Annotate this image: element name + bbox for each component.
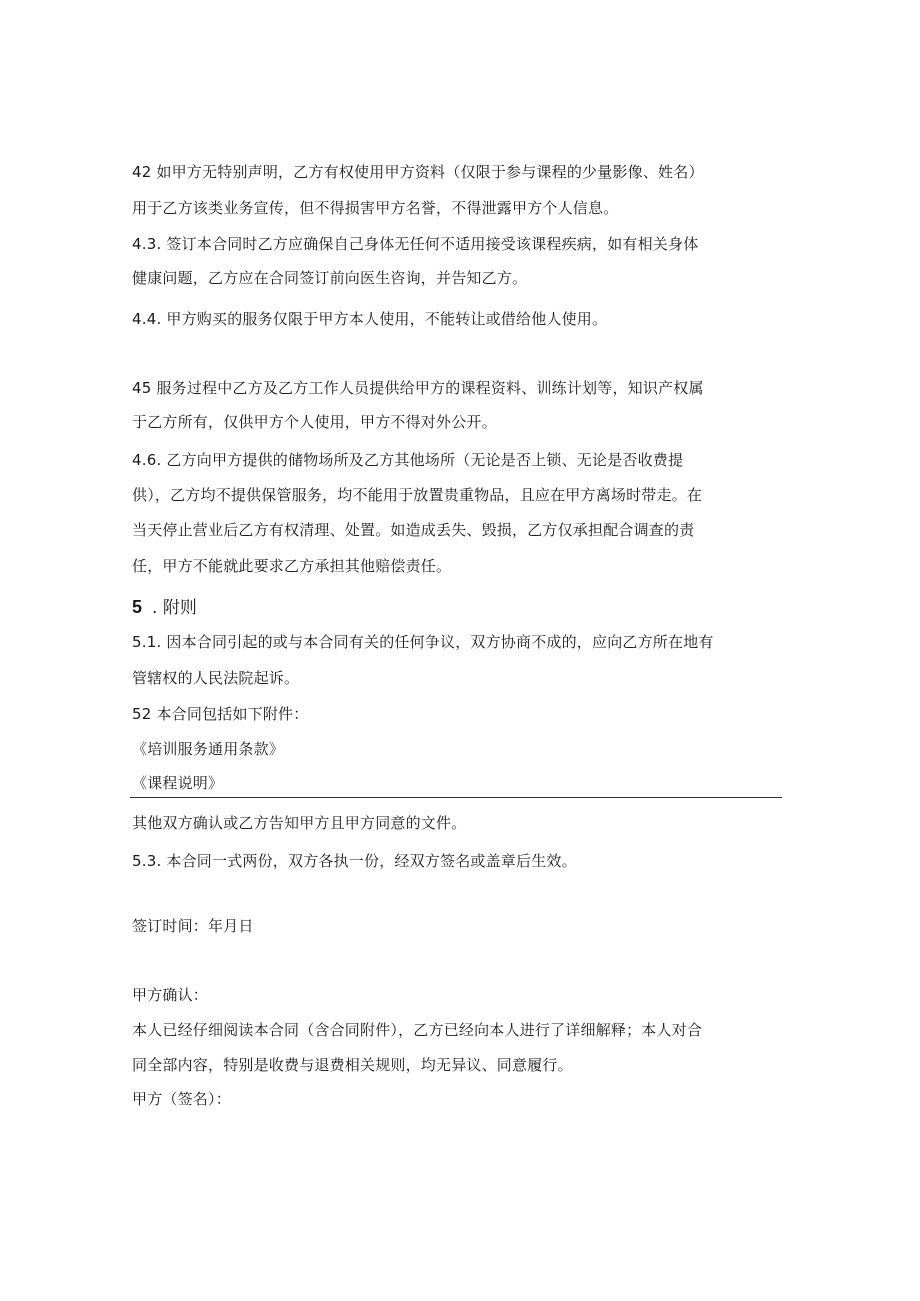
- party-a-signature-label: 甲方（签名）：: [132, 1090, 231, 1108]
- signing-time: 签订时间：年月日: [132, 917, 254, 935]
- clause-4-6-line-3: 当天停止营业后乙方有权清理、处置。如造成丢失、毁损，乙方仅承担配合调查的责: [132, 521, 695, 539]
- clause-4-6-line-4: 任，甲方不能就此要求乙方承担其他赔偿责任。: [132, 557, 452, 575]
- section-5-heading: [132, 596, 197, 619]
- section-5-title: . 附则: [152, 598, 197, 618]
- clause-4-2-line-1: 42 如甲方无特别声明，乙方有权使用甲方资料（仅限于参与课程的少量影像、姓名）: [132, 163, 704, 181]
- clause-5-3-line-1: 5.3. 本合同一式两份，双方各执一份，经双方签名或盖章后生效。: [132, 852, 577, 870]
- clause-4-6-line-2: 供），乙方均不提供保管服务，均不能用于放置贵重物品，且应在甲方离场时带走。在: [132, 486, 703, 504]
- clause-4-3-line-2: 健康问题，乙方应在合同签订前向医生咨询，并告知乙方。: [132, 269, 528, 287]
- clause-5-1-line-2: 管辖权的人民法院起诉。: [132, 669, 300, 687]
- party-a-confirm-title: 甲方确认：: [132, 986, 209, 1004]
- clause-4-3-line-1: 4.3. 签订本合同时乙方应确保自己身体无任何不适用接受该课程疾病，如有相关身体: [132, 235, 699, 253]
- clause-4-5-line-1: 45 服务过程中乙方及乙方工作人员提供给甲方的课程资料、训练计划等，知识产权属: [132, 379, 704, 397]
- attachment-1: 《培训服务通用条款》: [132, 740, 285, 758]
- attachment-3: 其他双方确认或乙方告知甲方且甲方同意的文件。: [132, 814, 467, 832]
- clause-4-2-line-2: 用于乙方该类业务宣传，但不得损害甲方名誉，不得泄露甲方个人信息。: [132, 199, 619, 217]
- divider-line: [130, 797, 782, 798]
- clause-4-4-line-1: 4.4. 甲方购买的服务仅限于甲方本人使用，不能转让或借给他人使用。: [132, 310, 608, 328]
- attachment-2: 《课程说明》: [132, 774, 224, 792]
- party-a-confirm-line-2: 同全部内容，特别是收费与退费相关规则，均无异议、同意履行。: [132, 1056, 573, 1074]
- party-a-confirm-line-1: 本人已经仔细阅读本合同（含合同附件），乙方已经向本人进行了详细解释；本人对合: [132, 1021, 703, 1039]
- clause-4-5-line-2: 于乙方所有，仅供甲方个人使用，甲方不得对外公开。: [132, 413, 497, 431]
- clause-5-2-line-1: 52 本合同包括如下附件：: [132, 705, 309, 723]
- section-5-number: 5: [132, 597, 143, 617]
- clause-4-6-line-1: 4.6. 乙方向甲方提供的储物场所及乙方其他场所（无论是否上锁、无论是否收费提: [132, 451, 684, 469]
- clause-5-1-line-1: 5.1. 因本合同引起的或与本合同有关的任何争议，双方协商不成的，应向乙方所在地有: [132, 633, 714, 651]
